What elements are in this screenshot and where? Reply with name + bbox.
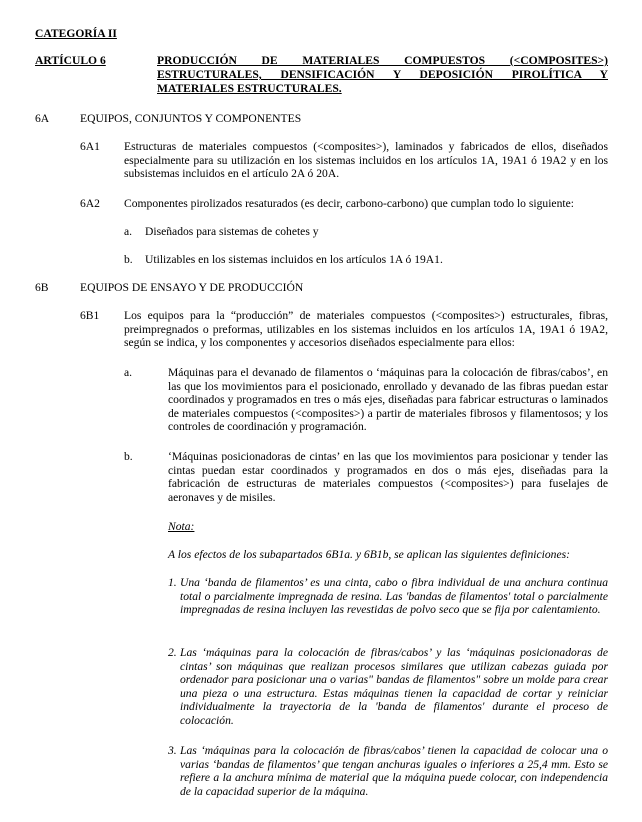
sub-item-label: a. — [124, 225, 133, 238]
note-item-text: Las ‘máquinas para la colocación de fibras/cabos’ y las ‘máquinas posicionadoras de cintas’ son máquinas que realizan procesos similares que utilizan cabezas guiada por ordenador para posicionar una o varias" bandas de filamentos" sobre un molde para crear una pieza o una estructura. Estas máquinas tienen la capacidad de cortar y reiniciar individualmente la trayectoria de la 'banda de filamentos' durante el proceso de colocación. — [180, 646, 608, 727]
note-intro: A los efectos de los subapartados 6B1a. y 6B1b, se aplican las siguientes definiciones: — [168, 548, 570, 561]
sub-item-text: Utilizables en los sistemas incluidos en los artículos 1A ó 19A1. — [145, 253, 443, 266]
item-text-6a1: Estructuras de materiales compuestos (<composites>), laminados y fabricados de ellos, diseñados especialmente para su utilización en los sistemas incluidos en los artículos 1A, 19A1 ó 19A2 y en los subsistemas incluidos en el artículo 2A ó 20A. — [124, 140, 608, 181]
section-code-6a: 6A — [35, 112, 50, 125]
category-heading: CATEGORÍA II — [35, 27, 117, 40]
sub-item-text: Diseñados para sistemas de cohetes y — [145, 225, 319, 238]
sub-item-text: ‘Máquinas posicionadoras de cintas’ en las que los movimientos para posicionar y tender las cintas puedan estar coordinados y programados en dos o más ejes, diseñadas para la fabricación de estructuras de materiales compuestos (<composites>) para fuselajes de aeronaves y de misiles. — [168, 450, 608, 504]
note-item-text: Las ‘máquinas para la colocación de fibras/cabos’ tienen la capacidad de colocar una o varias ‘bandas de filamentos’ que tengan anchuras iguales o inferiores a 25,4 mm. Esto se refiere a la anchura mínima de material que la máquina puede colocar, con independencia de la capacidad superior de la máquina. — [180, 744, 608, 798]
item-text-6a2: Componentes pirolizados resaturados (es decir, carbono-carbono) que cumplan todo lo siguiente: — [124, 197, 574, 210]
section-code-6b: 6B — [35, 281, 49, 294]
article-label: ARTÍCULO 6 — [35, 54, 106, 67]
note-item-text: Una ‘banda de filamentos’ es una cinta, cabo o fibra individual de una anchura continua total o parcialmente impregnada de resina. Las 'bandas de filamentos' total o parcialmente impregnadas de resina incluyen las revestidas de polvo seco que se fija por calentamiento. — [180, 576, 608, 617]
item-code-6b1: 6B1 — [80, 309, 100, 322]
item-code-6a2: 6A2 — [80, 197, 100, 210]
note-item-label: 3. — [168, 744, 177, 757]
section-title-6a: EQUIPOS, CONJUNTOS Y COMPONENTES — [80, 112, 302, 125]
note-heading: Nota: — [168, 520, 195, 533]
note-item-label: 2. — [168, 646, 177, 659]
item-code-6a1: 6A1 — [80, 140, 100, 153]
sub-item-label: b. — [124, 450, 133, 463]
sub-item-label: a. — [124, 366, 133, 379]
article-title: PRODUCCIÓN DE MATERIALES COMPUESTOS (<COMPOSITES>) ESTRUCTURALES, DENSIFICACIÓN Y DEPOSICIÓN PIROLÍTICA Y MATERIALES ESTRUCTURALES. — [157, 54, 608, 95]
sub-item-label: b. — [124, 253, 133, 266]
item-text-6b1: Los equipos para la “producción” de materiales compuestos (<composites>) estructurales, fibras, preimpregnados o preformas, utilizables en los sistemas incluidos en los artículos 1A, 19A1 ó 19A2, según se indica, y los componentes y accesorios diseñados especialmente para ellos: — [124, 309, 608, 350]
note-item-label: 1. — [168, 576, 177, 589]
sub-item-text: Máquinas para el devanado de filamentos o ‘máquinas para la colocación de fibras/cabos’, en las que los movimientos para el posicionado, enrollado y devanado de las fibras puedan estar coordinados y programados en tres o más ejes, diseñadas para fabricar estructuras o laminados de materiales compuestos (<composites>) a partir de materiales fibrosos y filamentosos; y los controles de coordinación y programación. — [168, 366, 608, 434]
section-title-6b: EQUIPOS DE ENSAYO Y DE PRODUCCIÓN — [80, 281, 304, 294]
